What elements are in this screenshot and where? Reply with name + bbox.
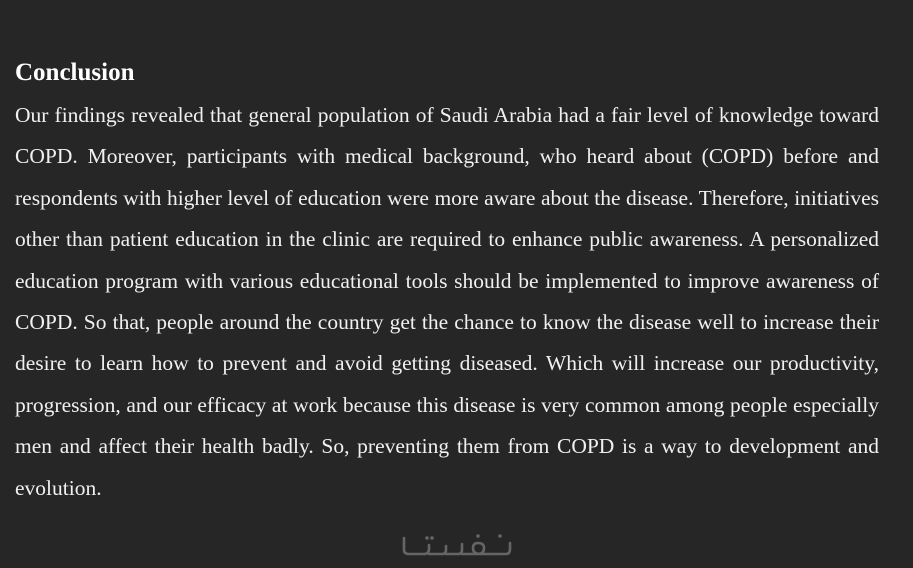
watermark-icon (398, 528, 514, 562)
section-heading: Conclusion (15, 59, 135, 86)
conclusion-paragraph: Our findings revealed that general population of Saudi Arabia had a fair level of knowledge toward COPD. Moreover, participants with medical background, who heard about (COPD) before and respondents with higher level of education were more aware about the disease. Therefore, initiatives other than patient education in the clinic are required to enhance public awareness. A personalized education program with various educational tools should be implemented to improve awareness of COPD. So that, people around the country get the chance to know the disease well to increase their desire to learn how to prevent and avoid getting diseased. Which will increase our productivity, progression, and our efficacy at work because this disease is very common among people especially men and affect their health badly. So, preventing them from COPD is a way to development and evolution. (15, 103, 879, 500)
document-content (15, 56, 879, 509)
khamsat-watermark-logo (398, 528, 514, 562)
